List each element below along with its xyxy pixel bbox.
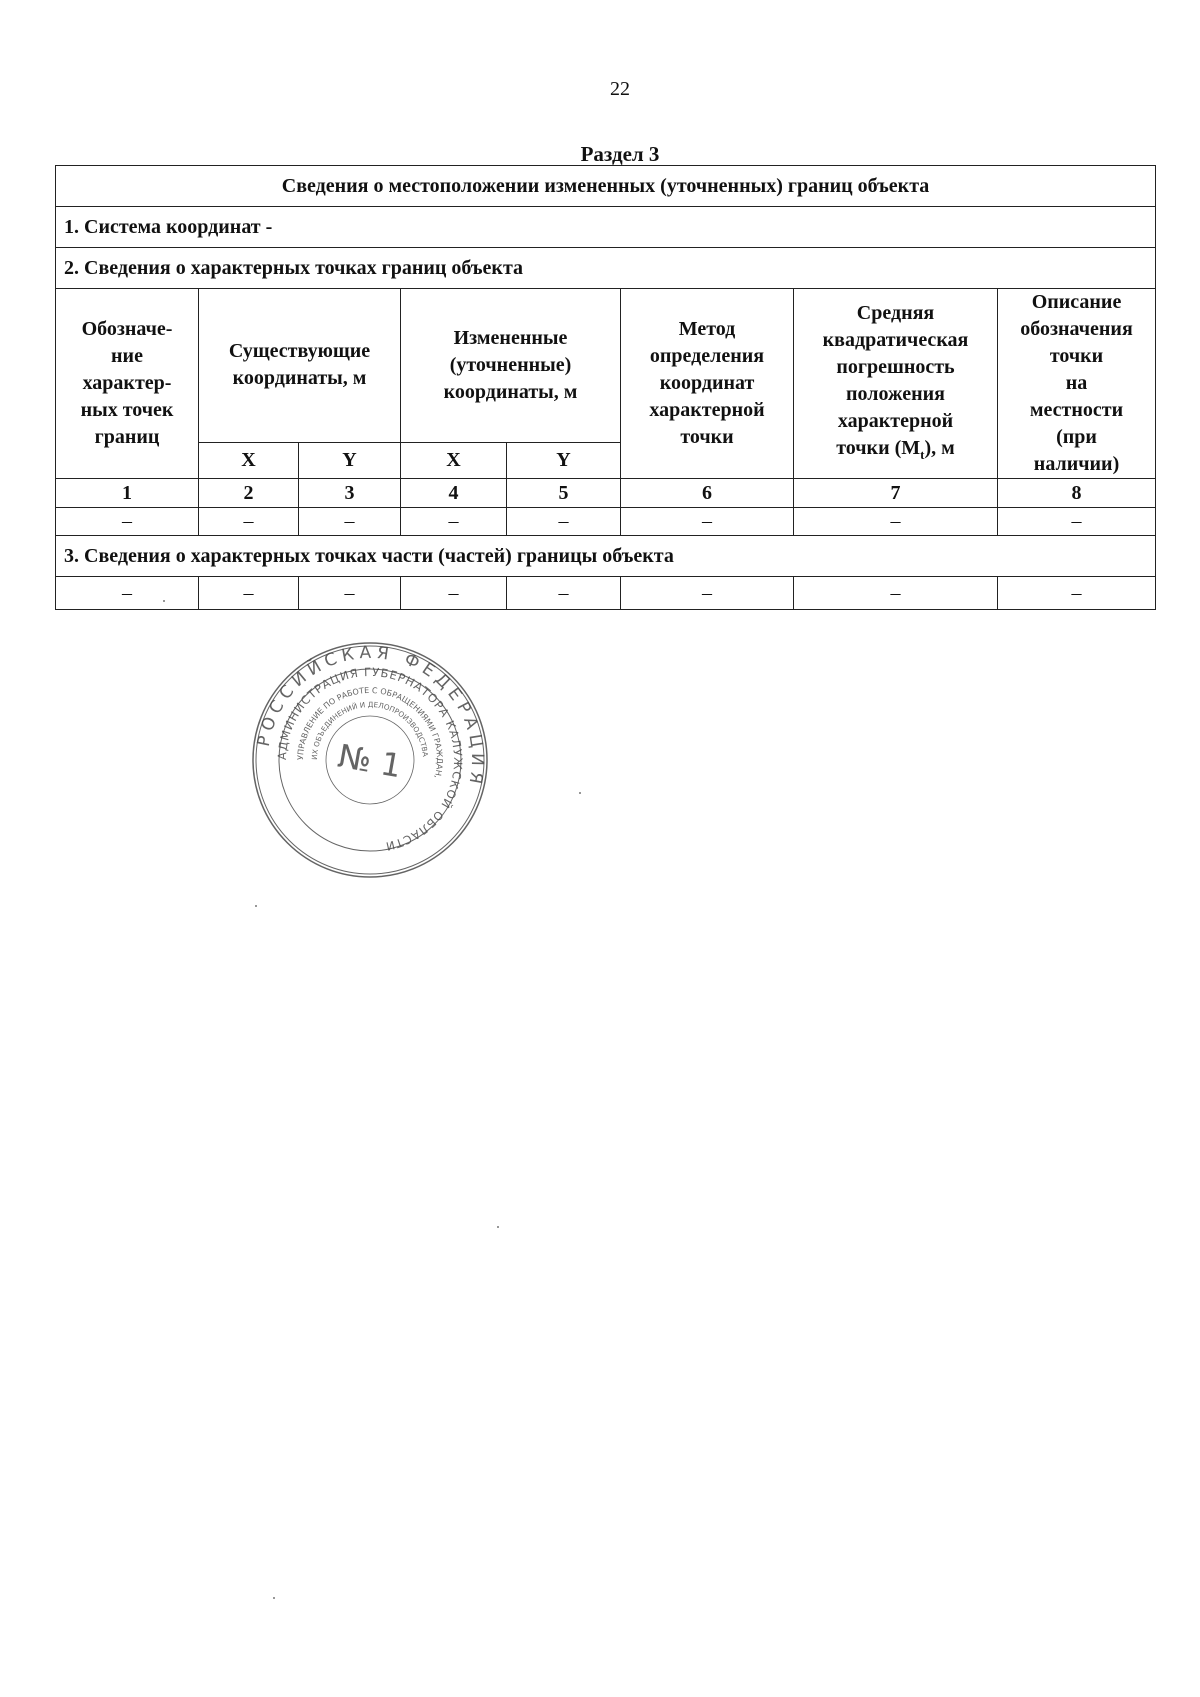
- page-number: 22: [610, 78, 630, 100]
- header-changed-y: Y: [507, 442, 621, 478]
- seal-outer-text: РОССИЙСКАЯ ФЕДЕРАЦИЯ: [253, 642, 488, 791]
- table-cell: –: [998, 508, 1156, 536]
- coordinate-system-row: 1. Система координат -: [56, 207, 1156, 248]
- column-number: 5: [507, 479, 621, 508]
- scan-speck: [163, 600, 165, 602]
- seal-icon: [250, 640, 490, 880]
- table-row: [56, 577, 1156, 610]
- header-existing-coordinates: Существующие координаты, м: [199, 289, 401, 443]
- column-number: 4: [401, 479, 507, 508]
- scan-speck: [497, 1226, 499, 1228]
- points-info-row: 2. Сведения о характерных точках границ объекта: [56, 248, 1156, 289]
- column-number: 1: [56, 479, 199, 508]
- column-number: 2: [199, 479, 299, 508]
- table-cell: –: [401, 508, 507, 536]
- header-existing-y: Y: [299, 442, 401, 478]
- header-method: Метод определения координат характерной точки: [621, 289, 794, 479]
- table-cell: –: [299, 577, 401, 610]
- boundary-table: [55, 165, 1156, 610]
- scan-speck: [273, 1597, 275, 1599]
- table-cell: –: [299, 508, 401, 536]
- table-cell: –: [199, 577, 299, 610]
- table-cell: –: [401, 577, 507, 610]
- column-number: 3: [299, 479, 401, 508]
- header-changed-x: X: [401, 442, 507, 478]
- header-point-description: Описание обозначения точки на местности (при наличии): [998, 289, 1156, 479]
- table-cell: –: [794, 577, 998, 610]
- section-title: Раздел 3: [580, 142, 660, 166]
- scan-speck: [255, 905, 257, 907]
- table-cell: –: [56, 577, 199, 610]
- table-cell: –: [507, 577, 621, 610]
- table-cell: –: [199, 508, 299, 536]
- table-cell: –: [998, 577, 1156, 610]
- header-changed-coordinates: Измененные (уточненные) координаты, м: [401, 289, 621, 443]
- scan-speck: [579, 792, 581, 794]
- header-mean-square-error: Средняя квадратическая погрешность положения характерной точки $(M_t)$, м: [794, 289, 998, 479]
- column-number: 8: [998, 479, 1156, 508]
- table-title: Сведения о местоположении измененных (уточненных) границ объекта: [56, 166, 1156, 207]
- table-cell: –: [794, 508, 998, 536]
- header-point-designation: Обозначе- ние характер- ных точек границ: [56, 289, 199, 479]
- column-numbers-row: [56, 479, 1156, 508]
- seal-ring3-text: УПРАВЛЕНИЕ ПО РАБОТЕ С ОБРАЩЕНИЯМИ ГРАЖДАН,: [295, 685, 445, 780]
- header-existing-x: X: [199, 442, 299, 478]
- table-cell: –: [621, 508, 794, 536]
- table-cell: –: [507, 508, 621, 536]
- seal-ring4-text: ИХ ОБЪЕДИНЕНИЙ И ДЕЛОПРОИЗВОДСТВА: [309, 699, 430, 761]
- part-points-row: 3. Сведения о характерных точках части (частей) границы объекта: [56, 536, 1156, 577]
- seal-ring2-text: АДМИНИСТРАЦИЯ ГУБЕРНАТОРА КАЛУЖСКОЙ ОБЛАСТИ: [274, 664, 466, 854]
- column-number: 6: [621, 479, 794, 508]
- seal-center-text: № 1: [335, 736, 405, 786]
- official-seal: [250, 640, 490, 880]
- table-row: [56, 508, 1156, 536]
- column-number: 7: [794, 479, 998, 508]
- table-cell: –: [56, 508, 199, 536]
- table-cell: –: [621, 577, 794, 610]
